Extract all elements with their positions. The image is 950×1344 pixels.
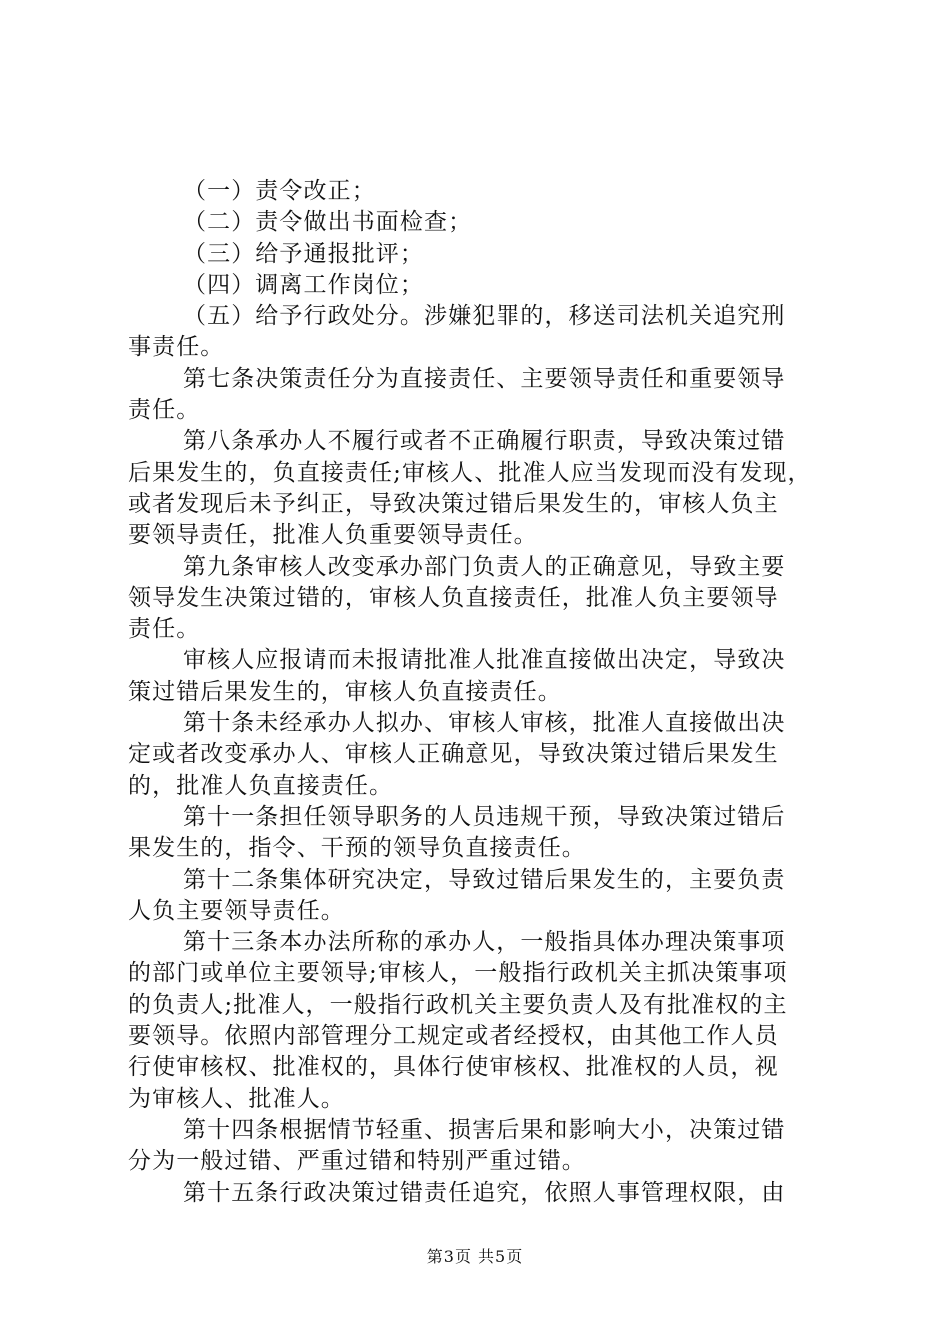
text-line: 责任。 bbox=[128, 616, 201, 643]
text-line: 的负责人;批准人，一般指行政机关主要负责人及有批准权的主 bbox=[128, 991, 788, 1018]
text-line: 第十三条本办法所称的承办人，一般指具体办理决策事项 bbox=[183, 929, 786, 956]
text-line: （五）给予行政处分。涉嫌犯罪的，移送司法机关追究刑 bbox=[183, 303, 786, 330]
text-line: 第十条未经承办人拟办、审核人审核，批准人直接做出决 bbox=[183, 710, 786, 737]
text-line: （三）给予通报批评； bbox=[183, 240, 424, 267]
text-line: 审核人应报请而未报请批准人批准直接做出决定，导致决 bbox=[183, 647, 786, 674]
text-line: 事责任。 bbox=[128, 334, 225, 361]
text-line: 第十一条担任领导职务的人员违规干预，导致决策过错后 bbox=[183, 803, 786, 830]
text-line: 第十二条集体研究决定，导致过错后果发生的，主要负责 bbox=[183, 866, 786, 893]
document-body bbox=[128, 176, 838, 1209]
text-line: 的部门或单位主要领导;审核人，一般指行政机关主抓决策事项 bbox=[128, 960, 788, 987]
text-line: 第十五条行政决策过错责任追究，依照人事管理权限，由 bbox=[183, 1179, 786, 1206]
text-line: 领导发生决策过错的，审核人负直接责任，批准人负主要领导 bbox=[128, 584, 779, 611]
text-line: 的，批准人负直接责任。 bbox=[128, 772, 394, 799]
text-line: 要领导责任，批准人负重要领导责任。 bbox=[128, 522, 538, 549]
text-line: 第九条审核人改变承办部门负责人的正确意见，导致主要 bbox=[183, 553, 786, 580]
text-line: 后果发生的，负直接责任;审核人、批准人应当发现而没有发现， bbox=[128, 459, 812, 486]
text-line: 分为一般过错、严重过错和特别严重过错。 bbox=[128, 1148, 586, 1175]
text-line: （二）责令做出书面检查； bbox=[183, 209, 473, 236]
text-line: 要领导。依照内部管理分工规定或者经授权，由其他工作人员 bbox=[128, 1023, 779, 1050]
text-line: 定或者改变承办人、审核人正确意见，导致决策过错后果发生 bbox=[128, 741, 779, 768]
text-line: （一）责令改正； bbox=[183, 178, 376, 204]
text-line: 人负主要领导责任。 bbox=[128, 897, 345, 924]
text-line: 第八条承办人不履行或者不正确履行职责，导致决策过错 bbox=[183, 428, 786, 455]
text-line: 责任。 bbox=[128, 397, 201, 424]
text-line: 或者发现后未予纠正，导致决策过错后果发生的，审核人负主 bbox=[128, 490, 779, 517]
text-line: 第七条决策责任分为直接责任、主要领导责任和重要领导 bbox=[183, 365, 786, 392]
text-line: 策过错后果发生的，审核人负直接责任。 bbox=[128, 678, 562, 705]
text-line: 为审核人、批准人。 bbox=[128, 1085, 345, 1112]
text-line: 果发生的，指令、干预的领导负直接责任。 bbox=[128, 835, 586, 862]
page-number-footer: 第3页 共5页 bbox=[426, 1247, 524, 1266]
text-line: 行使审核权、批准权的，具体行使审核权、批准权的人员，视 bbox=[128, 1054, 779, 1081]
text-line: （四）调离工作岗位； bbox=[183, 271, 424, 298]
text-line: 第十四条根据情节轻重、损害后果和影响大小，决策过错 bbox=[183, 1116, 786, 1143]
